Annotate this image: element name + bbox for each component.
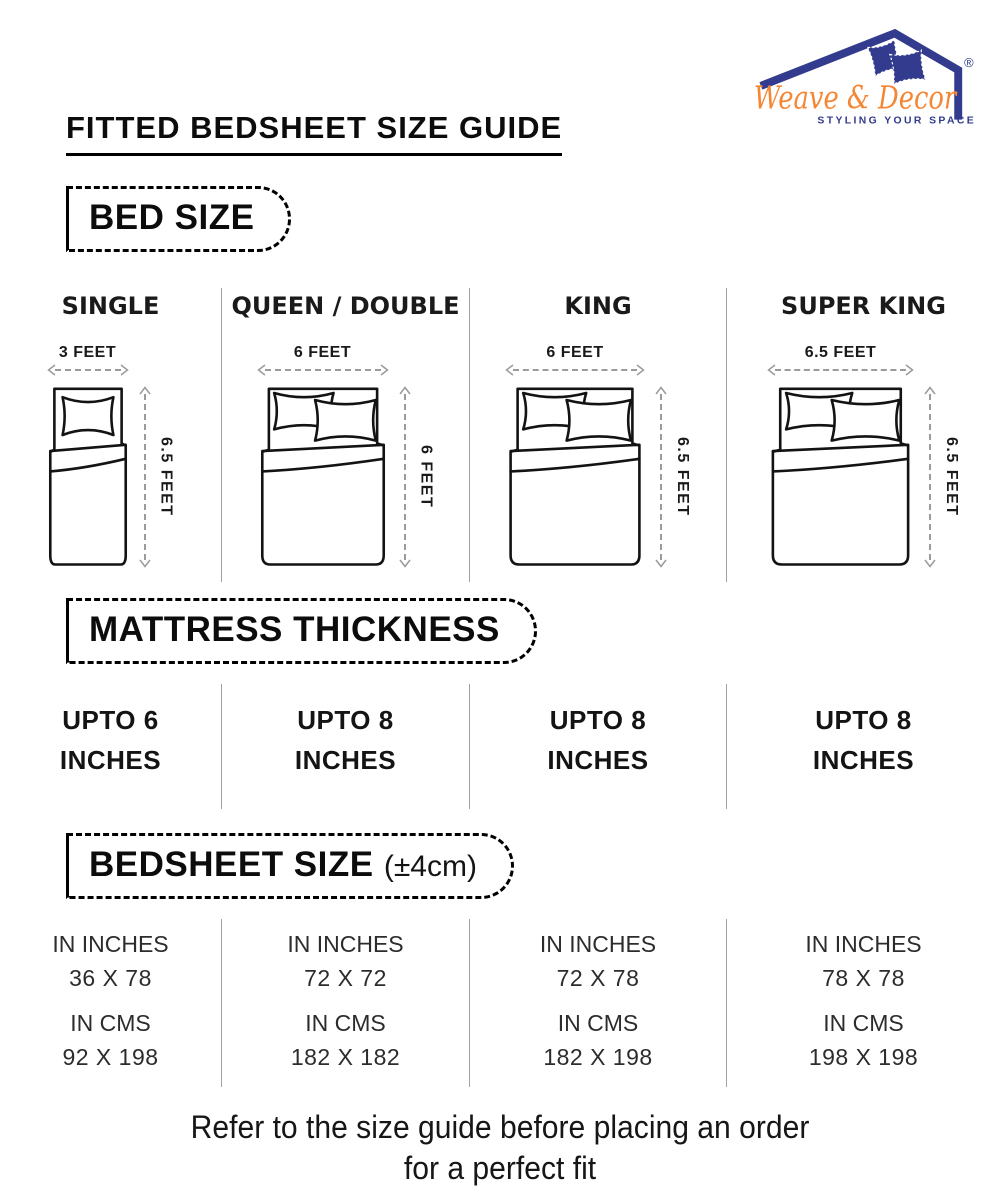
mattress-value-single [0, 684, 222, 809]
mattress-line2: INCHES [59, 745, 162, 776]
width-dimension-arrow-icon [257, 364, 389, 376]
sheet-size-single [0, 919, 222, 1087]
bed-width-label: 6 FEET [546, 344, 604, 361]
registered-mark: ® [964, 55, 974, 71]
mattress-line2: INCHES [812, 745, 915, 776]
mattress-line1: UPTO 8 [297, 705, 394, 735]
mattress-line1: UPTO 8 [815, 705, 912, 735]
cms-value: 182 X 182 [290, 1043, 401, 1070]
cms-value: 92 X 198 [62, 1043, 159, 1070]
bed-column-single [0, 288, 222, 582]
brand-name: Weave & Decor [753, 80, 958, 117]
mattress-line2: INCHES [294, 745, 397, 776]
cms-label: IN CMS [557, 1009, 639, 1036]
bed-height-label: 6.5 FEET [674, 437, 691, 517]
mattress-line1: UPTO 8 [549, 705, 647, 735]
bedsheet-size-section [0, 919, 1000, 1087]
footer-note [30, 1107, 970, 1189]
width-dimension-arrow-icon [767, 364, 914, 376]
cms-value: 182 X 198 [543, 1043, 653, 1070]
bed-column-king [470, 288, 727, 582]
width-dimension-arrow-icon [47, 364, 129, 376]
mattress-line2: INCHES [547, 745, 649, 776]
page-title: FITTED BEDSHEET SIZE GUIDE [66, 110, 562, 156]
cms-label: IN CMS [305, 1009, 386, 1036]
height-dimension-arrow-icon [654, 386, 668, 568]
mattress-value-king [470, 684, 727, 809]
bed-size-name: KING [564, 292, 632, 320]
mattress-thickness-label: MATTRESS THICKNESS [89, 610, 500, 649]
inches-value: 78 X 78 [822, 964, 905, 991]
mattress-value-queen-double [222, 684, 470, 809]
footer-line-2: for a perfect fit [403, 1149, 597, 1186]
bed-width-label: 6 FEET [293, 344, 352, 361]
mattress-value-super-king [727, 684, 1000, 809]
height-dimension-arrow-icon [923, 386, 937, 568]
cms-label: IN CMS [70, 1009, 151, 1036]
bed-size-name: SUPER KING [781, 292, 946, 320]
brand-tagline: STYLING YOUR SPACE [817, 115, 977, 127]
sheet-size-king [470, 919, 727, 1087]
cms-value: 198 X 198 [808, 1043, 919, 1070]
inches-label: IN INCHES [52, 930, 169, 957]
bedsheet-size-tolerance: (±4cm) [383, 849, 477, 883]
inches-label: IN INCHES [287, 930, 404, 957]
height-dimension-arrow-icon [398, 386, 412, 568]
bed-width-label: 3 FEET [58, 344, 117, 361]
inches-value: 36 X 78 [69, 964, 152, 991]
footer-line-1: Refer to the size guide before placing an order [190, 1108, 810, 1145]
brand-logo [746, 16, 984, 128]
double-bed-diagram-icon [257, 386, 389, 568]
bed-size-label: BED SIZE [89, 198, 255, 237]
mattress-line1: UPTO 6 [62, 705, 159, 735]
bed-size-section [0, 288, 1000, 582]
section-label-bedsheet-size [66, 833, 514, 899]
bed-column-super-king [727, 288, 1000, 582]
height-dimension-arrow-icon [138, 386, 152, 568]
bed-height-label: 6 FEET [417, 445, 435, 509]
section-label-mattress-thickness [66, 598, 537, 664]
double-bed-diagram-icon [505, 386, 645, 568]
double-bed-diagram-icon [767, 386, 914, 568]
width-dimension-arrow-icon [505, 364, 645, 376]
inches-label: IN INCHES [805, 930, 922, 957]
bed-column-queen-double [222, 288, 470, 582]
bed-width-label: 6.5 FEET [804, 344, 877, 361]
inches-value: 72 X 72 [304, 964, 387, 991]
cms-label: IN CMS [823, 1009, 904, 1036]
mattress-thickness-section [0, 684, 1000, 809]
sheet-size-queen-double [222, 919, 470, 1087]
inches-label: IN INCHES [539, 930, 657, 957]
section-label-bed-size [66, 186, 291, 252]
bed-height-label: 6.5 FEET [943, 437, 960, 517]
bedsheet-size-label: BEDSHEET SIZE [89, 844, 374, 884]
bed-height-label: 6.5 FEET [157, 437, 175, 517]
bed-size-name: SINGLE [61, 292, 160, 320]
bed-size-name: QUEEN / DOUBLE [231, 292, 460, 320]
sheet-size-super-king [727, 919, 1000, 1087]
inches-value: 72 X 78 [556, 964, 640, 991]
single-bed-diagram-icon [47, 386, 129, 568]
